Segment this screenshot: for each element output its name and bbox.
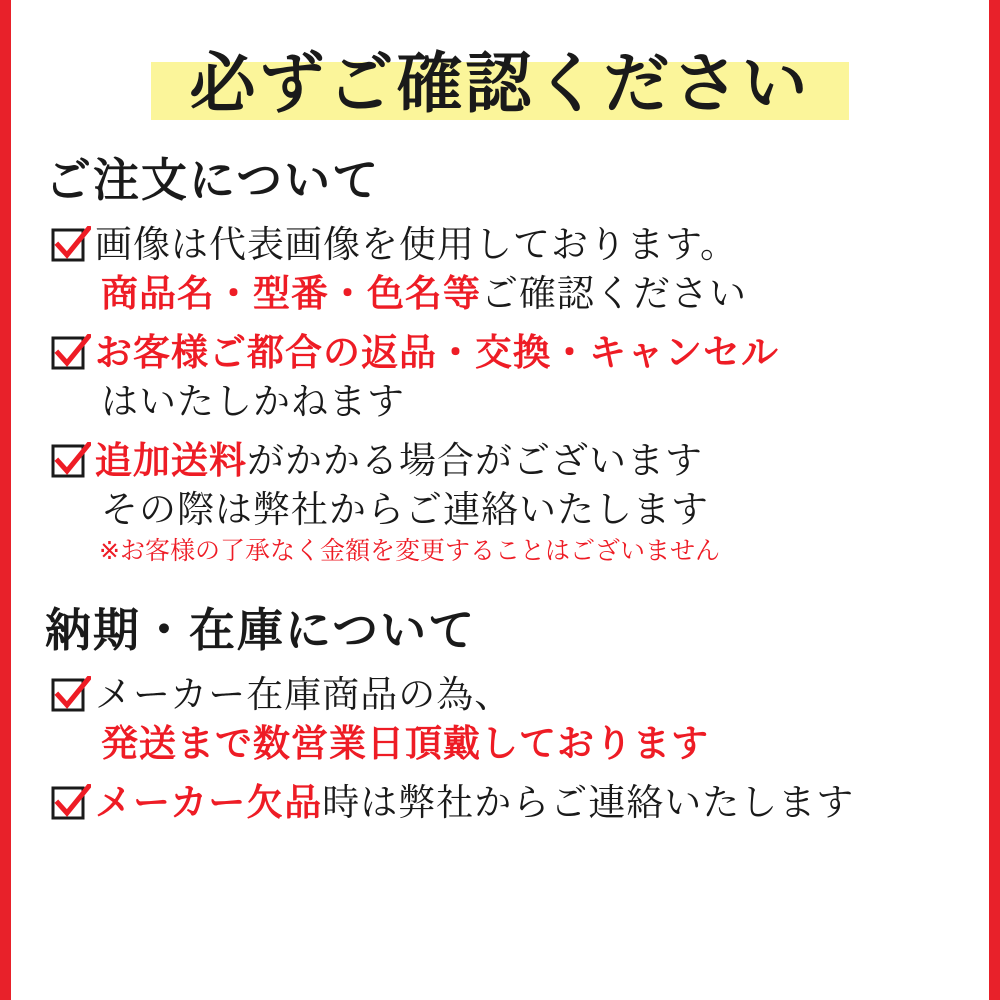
checkbox-checked-icon [51, 334, 91, 374]
text-segment: ご確認ください [481, 272, 747, 315]
checkbox-checked-icon [51, 442, 91, 482]
text-segment: その際は弊社からご連絡いたします [101, 488, 709, 531]
text-segment: 時は弊社からご連絡いたします [322, 781, 855, 824]
right-red-bar [989, 0, 1000, 1000]
text-segment: がかかる場合がございます [247, 439, 703, 482]
text-segment: 発送まで数営業日頂戴しております [101, 722, 709, 765]
text-line [95, 670, 989, 719]
checkbox-checked-icon [51, 226, 91, 266]
text-line [95, 778, 989, 827]
left-red-bar [0, 0, 11, 1000]
text-line [95, 377, 989, 426]
section-heading-orders: ご注文について [45, 153, 381, 207]
text-segment: メーカー在庫商品の為、 [95, 673, 513, 716]
list-item [51, 220, 989, 318]
notice-content [11, 0, 989, 1000]
list-item [51, 778, 989, 827]
text-line [95, 719, 989, 768]
text-line [95, 328, 989, 377]
text-line [95, 269, 989, 318]
text-line [95, 220, 989, 269]
section-heading-delivery: 納期・在庫について [45, 603, 477, 657]
checkbox-checked-icon [51, 784, 91, 824]
checkbox-checked-icon [51, 676, 91, 716]
text-line [95, 436, 989, 485]
text-segment: お客様ご都合の返品・交換・キャンセル [95, 331, 779, 374]
text-line [95, 485, 989, 534]
page-title [11, 34, 989, 134]
list-item-text [95, 670, 989, 768]
text-segment: 追加送料 [95, 439, 247, 482]
list-item [51, 670, 989, 768]
page-title-text: 必ずご確認ください [189, 45, 811, 122]
list-item-text [95, 436, 989, 568]
list-item-text [95, 778, 989, 827]
list-item-text [95, 328, 989, 426]
footnote: ※お客様の了承なく金額を変更することはございません [99, 536, 720, 565]
list-item-text [95, 220, 989, 318]
text-segment: 画像は代表画像を使用しております。 [95, 223, 739, 266]
list-item [51, 436, 989, 568]
text-segment: 商品名・型番・色名等 [101, 272, 481, 315]
text-segment: はいたしかねます [101, 380, 405, 423]
text-segment: メーカー欠品 [95, 781, 323, 824]
list-item [51, 328, 989, 426]
